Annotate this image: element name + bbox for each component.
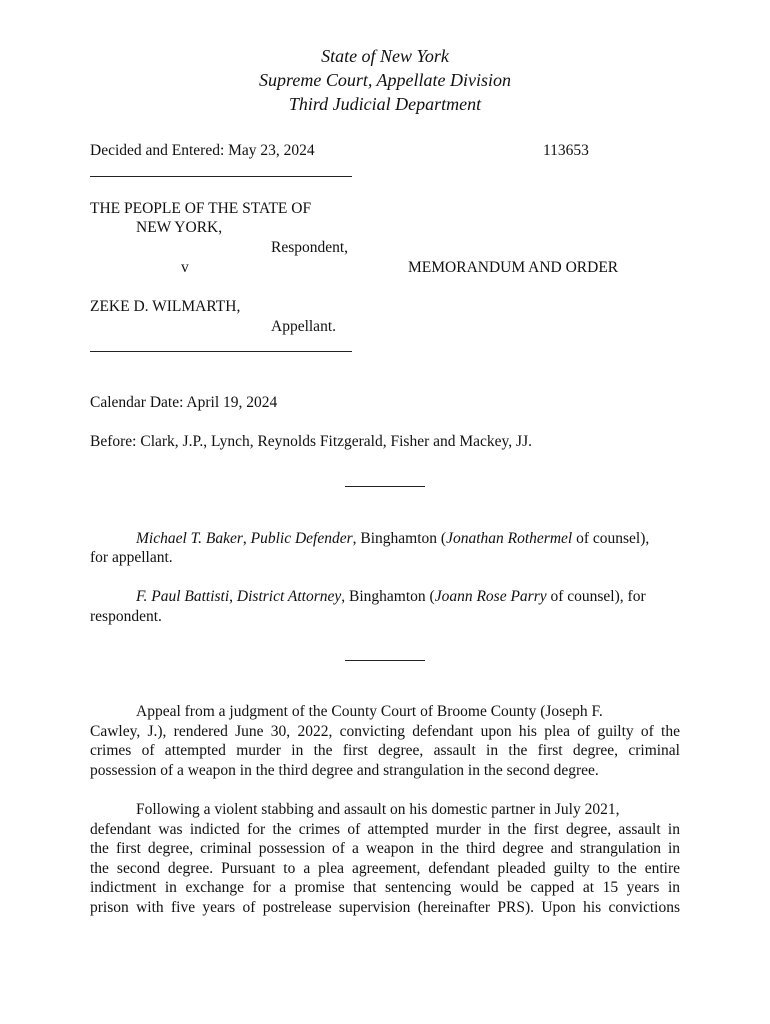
respondent-place: , Binghamton (	[341, 588, 435, 605]
appellant-attorney-title: Public Defender	[250, 530, 353, 547]
order-type: MEMORANDUM AND ORDER	[408, 259, 619, 276]
caption-rule-top	[90, 176, 352, 177]
appellant-counsel-line2: for appellant.	[90, 549, 173, 566]
paragraph-line: crimes of attempted murder in the first degree, assault in the first degree, criminal	[90, 742, 680, 759]
appellant-counsel: Michael T. Baker, Public Defender, Binghamton (Jonathan Rothermel of counsel),	[136, 530, 650, 547]
party2-name: ZEKE D. WILMARTH,	[90, 298, 241, 315]
appellant-attorney: Michael T. Baker	[136, 530, 243, 547]
paragraph-line: defendant was indicted for the crimes of attempted murder in the first degree, assault in	[90, 820, 680, 838]
party1-line1: THE PEOPLE OF THE STATE OF	[90, 200, 312, 217]
court-state: State of New York	[321, 46, 449, 66]
paragraph-line: the first degree, criminal possession of a weapon in the third degree and strangulation in	[90, 840, 680, 857]
respondent-attorney-title: District Attorney	[236, 588, 342, 605]
docket-number: 113653	[543, 142, 589, 159]
party1-role: Respondent,	[271, 239, 349, 256]
paragraph-facts	[90, 800, 680, 917]
party2-role: Appellant.	[271, 318, 336, 335]
party1-line2: NEW YORK,	[136, 219, 223, 236]
paragraph-line: prison with five years of postrelease supervision (hereinafter PRS). Upon his convictions	[90, 898, 680, 916]
paragraph-line: the second degree. Pursuant to a plea agreement, defendant pleaded guilty to the entire	[90, 859, 680, 877]
court-department: Third Judicial Department	[288, 94, 482, 114]
versus: v	[181, 259, 189, 276]
paragraph-line: indictment in exchange for a promise that sentencing would be capped at 15 years in	[90, 879, 680, 896]
respondent-tail: of counsel), for	[546, 588, 646, 605]
panel-judges: Before: Clark, J.P., Lynch, Reynolds Fitzgerald, Fisher and Mackey, JJ.	[90, 433, 532, 450]
appellant-tail: of counsel),	[572, 530, 650, 547]
calendar-date: Calendar Date: April 19, 2024	[90, 394, 278, 411]
paragraph-line: Appeal from a judgment of the County Court of Broome County (Joseph F.	[136, 703, 603, 720]
court-name: Supreme Court, Appellate Division	[259, 70, 511, 90]
respondent-attorney: F. Paul Battisti	[136, 588, 230, 605]
appellant-place: , Binghamton (	[352, 530, 447, 547]
decided-date: Decided and Entered: May 23, 2024	[90, 142, 315, 159]
appellant-of-counsel: Jonathan Rothermel	[446, 530, 573, 547]
respondent-counsel-line2: respondent.	[90, 608, 162, 625]
caption-rule-bottom	[90, 351, 352, 352]
paragraph-line: Following a violent stabbing and assault on his domestic partner in July 2021,	[136, 801, 620, 818]
respondent-of-counsel: Joann Rose Parry	[434, 588, 547, 605]
respondent-counsel: F. Paul Battisti, District Attorney, Binghamton (Joann Rose Parry of counsel), for	[136, 588, 646, 605]
section-divider	[345, 486, 425, 487]
paragraph-appeal	[90, 702, 680, 780]
section-divider-2	[345, 660, 425, 661]
paragraph-line: Cawley, J.), rendered June 30, 2022, convicting defendant upon his plea of guilty of the	[90, 722, 680, 740]
paragraph-line: possession of a weapon in the third degree and strangulation in the second degree.	[90, 761, 599, 779]
